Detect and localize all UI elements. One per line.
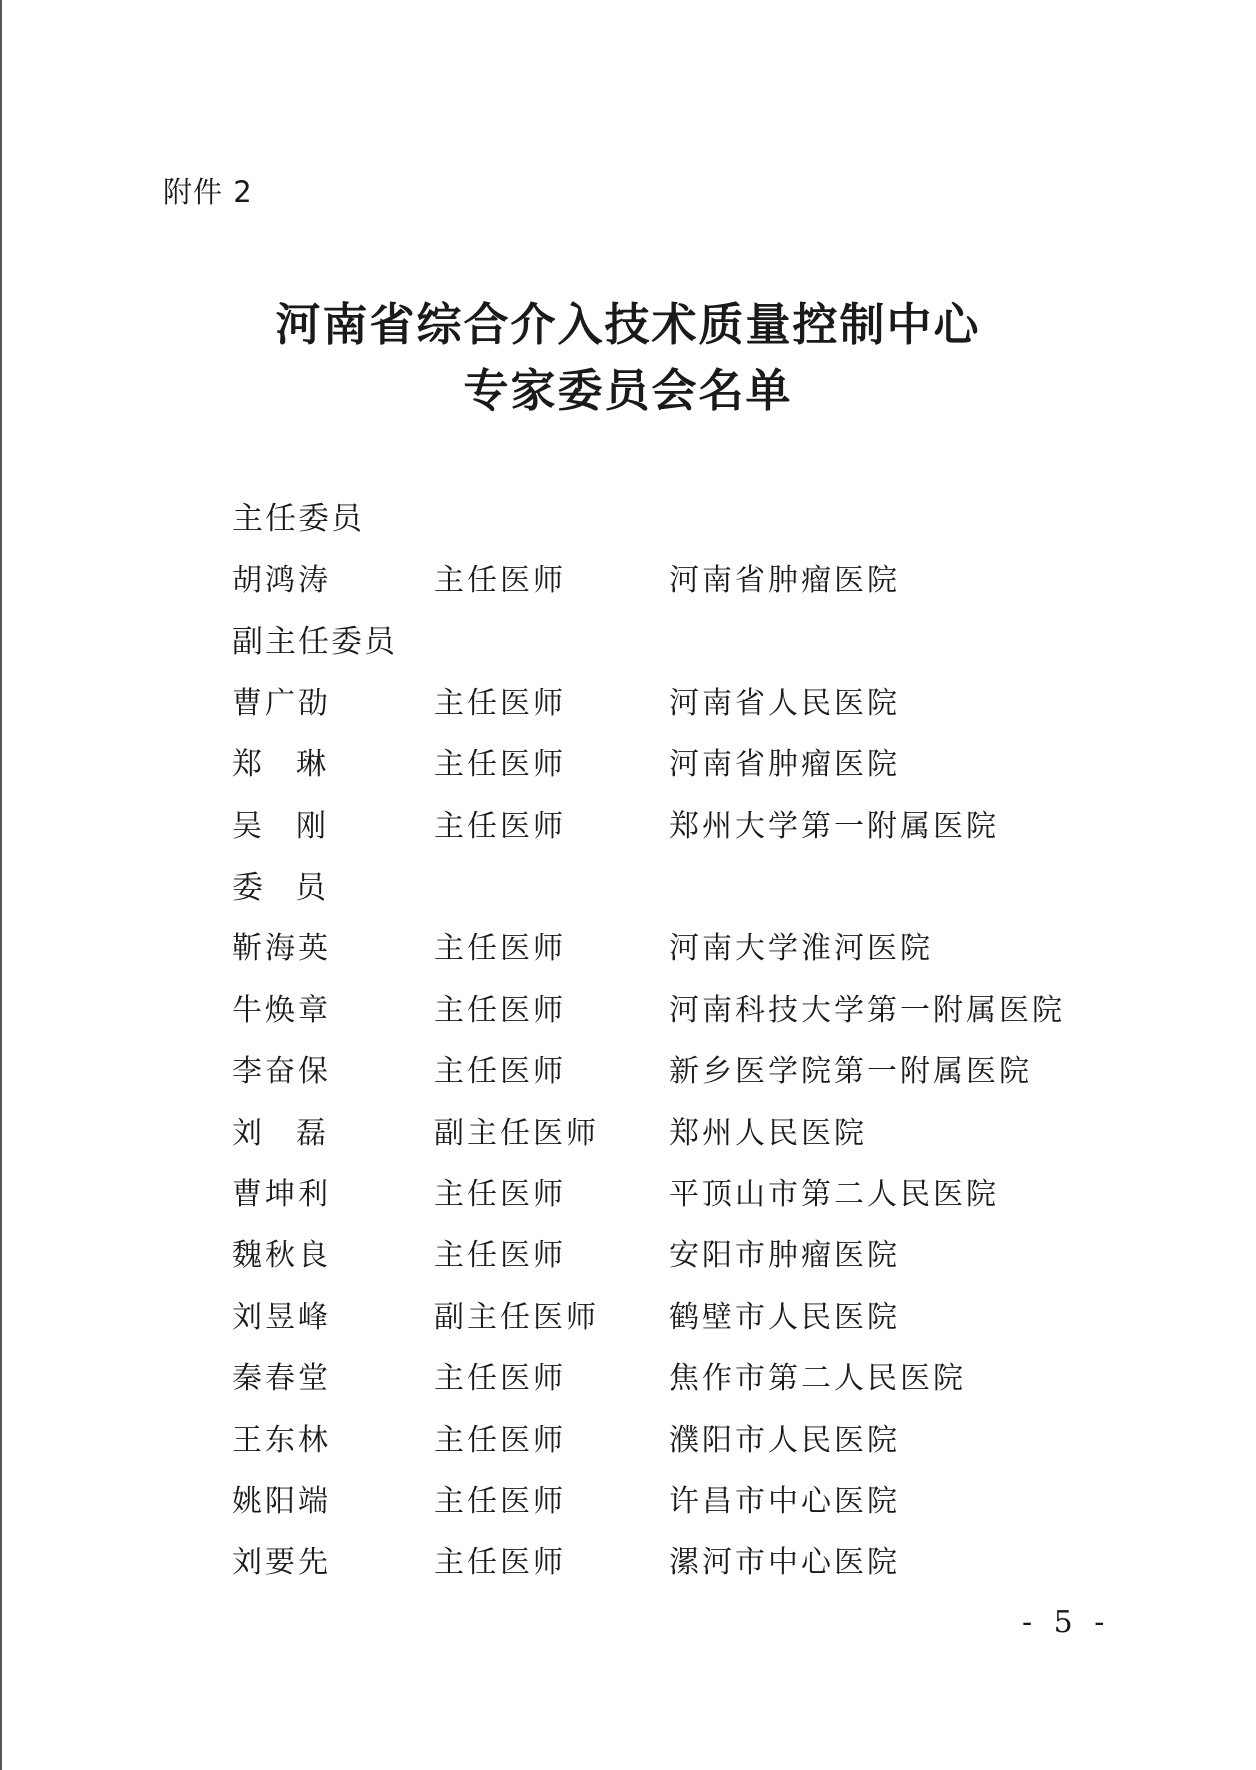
member-title: 主任医师 <box>434 1483 566 1519</box>
member-name: 李奋保 <box>232 1054 331 1090</box>
member-name: 刘磊 <box>232 1115 360 1151</box>
member-hospital: 河南科技大学第一附属医院 <box>669 992 1065 1028</box>
member-hospital: 新乡医学院第一附属医院 <box>669 1054 1032 1090</box>
member-hospital: 安阳市肿瘤医院 <box>669 1238 900 1274</box>
section-heading-members: 委员 <box>232 869 358 906</box>
list-item <box>232 546 1132 607</box>
member-name: 胡鸿涛 <box>232 563 331 599</box>
member-name: 姚阳端 <box>232 1483 331 1519</box>
member-title: 主任医师 <box>434 563 566 599</box>
member-title: 主任医师 <box>434 747 566 783</box>
list-item <box>232 1344 1132 1405</box>
member-hospital: 焦作市第二人民医院 <box>669 1361 966 1397</box>
list-item <box>232 1160 1132 1221</box>
attachment-label: 附件 2 <box>163 175 253 209</box>
list-item <box>232 669 1132 730</box>
member-name: 秦春堂 <box>232 1361 331 1397</box>
member-name: 刘要先 <box>232 1545 331 1581</box>
member-hospital: 河南省人民医院 <box>669 685 900 721</box>
member-title: 主任医师 <box>434 1422 566 1458</box>
member-hospital: 河南大学淮河医院 <box>669 931 933 967</box>
member-hospital: 许昌市中心医院 <box>669 1483 900 1519</box>
member-hospital: 河南省肿瘤医院 <box>669 747 900 783</box>
member-hospital: 濮阳市人民医院 <box>669 1422 900 1458</box>
list-item <box>232 1038 1132 1099</box>
member-name: 曹坤利 <box>232 1176 331 1212</box>
list-item <box>232 976 1132 1037</box>
title-line-1: 河南省综合介入技术质量控制中心 <box>275 298 981 351</box>
member-title: 主任医师 <box>434 992 566 1028</box>
member-title: 副主任医师 <box>434 1299 599 1335</box>
member-title: 主任医师 <box>434 931 566 967</box>
list-item <box>232 731 1132 792</box>
list-item <box>232 792 1132 853</box>
list-item <box>232 1529 1132 1590</box>
title-line-2: 专家委员会名单 <box>463 364 793 417</box>
member-name: 刘昱峰 <box>232 1299 331 1335</box>
member-name: 王东林 <box>232 1422 331 1458</box>
member-title: 主任医师 <box>434 1545 566 1581</box>
member-title: 主任医师 <box>434 685 566 721</box>
list-item <box>232 1099 1132 1160</box>
member-hospital: 漯河市中心医院 <box>669 1545 900 1581</box>
member-hospital: 平顶山市第二人民医院 <box>669 1176 999 1212</box>
member-title: 主任医师 <box>434 1361 566 1397</box>
member-name: 吴刚 <box>232 808 360 844</box>
document-title <box>0 292 1256 424</box>
list-item <box>232 915 1132 976</box>
section-heading-director: 主任委员 <box>232 501 364 538</box>
member-hospital: 鹤壁市人民医院 <box>669 1299 900 1335</box>
page-number: - 5 - <box>1022 1605 1111 1640</box>
member-title: 副主任医师 <box>434 1115 599 1151</box>
member-title: 主任医师 <box>434 1238 566 1274</box>
member-name: 牛焕章 <box>232 992 331 1028</box>
member-name: 魏秋良 <box>232 1238 331 1274</box>
member-name: 曹广劭 <box>232 685 331 721</box>
member-title: 主任医师 <box>434 1176 566 1212</box>
committee-roster <box>232 485 1132 1590</box>
page-left-edge <box>0 0 2 1770</box>
list-item <box>232 1222 1132 1283</box>
member-title: 主任医师 <box>434 808 566 844</box>
member-name: 靳海英 <box>232 931 331 967</box>
member-hospital: 郑州大学第一附属医院 <box>669 808 999 844</box>
list-item <box>232 1467 1132 1528</box>
list-item <box>232 1283 1132 1344</box>
member-name: 郑琳 <box>232 747 360 783</box>
member-hospital: 郑州人民医院 <box>669 1115 867 1151</box>
member-title: 主任医师 <box>434 1054 566 1090</box>
section-heading-vice-directors: 副主任委员 <box>232 623 397 660</box>
member-hospital: 河南省肿瘤医院 <box>669 563 900 599</box>
list-item <box>232 1406 1132 1467</box>
